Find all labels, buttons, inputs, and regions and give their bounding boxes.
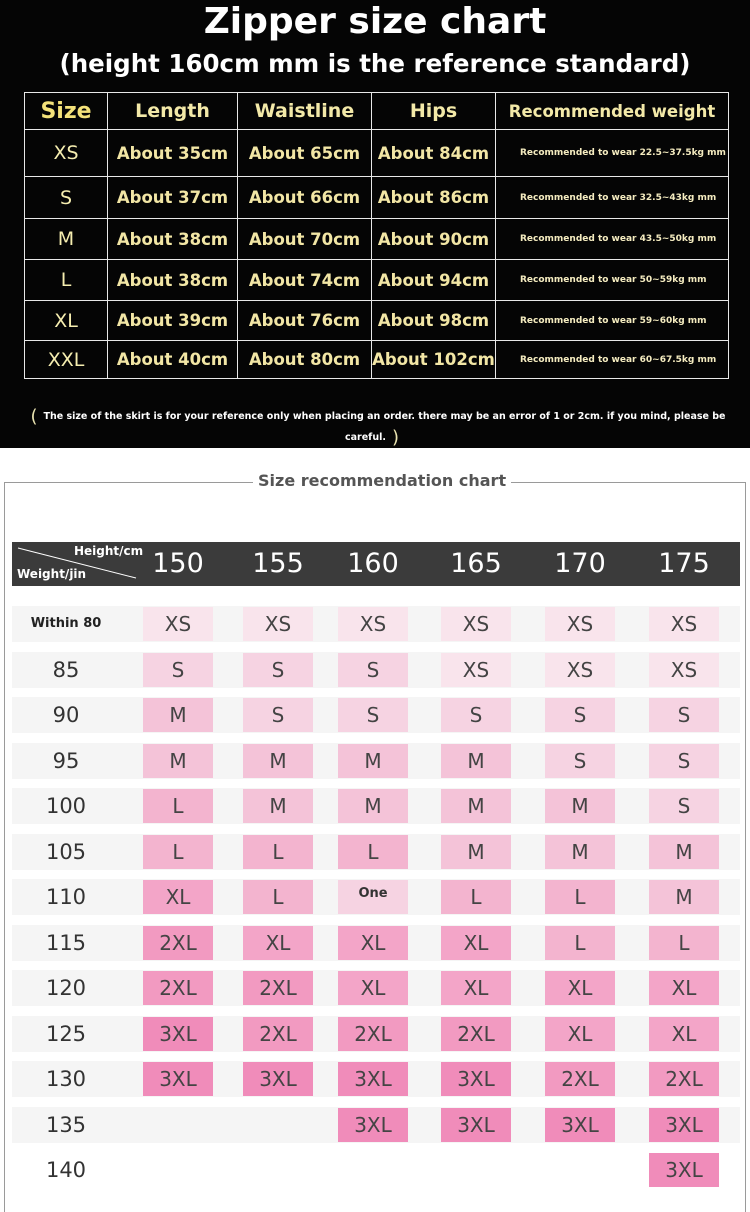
size-recommendation-cell: XS (649, 607, 719, 641)
weight-row-label: 115 (45, 931, 87, 955)
height-column-header: 175 (658, 548, 710, 579)
size-table-header-hips: Hips (371, 92, 496, 130)
size-recommendation-cell: S (338, 698, 408, 732)
height-column-header: 155 (252, 548, 304, 579)
size-recommendation-cell: M (338, 744, 408, 778)
size-recommendation-cell: 2XL (243, 971, 313, 1005)
height-axis-label: Height/cm (74, 544, 144, 558)
size-recommendation-cell: S (243, 653, 313, 687)
size-recommendation-cell: M (649, 835, 719, 869)
chart-subtitle: (height 160cm mm is the reference standard) (59, 49, 691, 78)
size-recommendation-cell: XL (545, 971, 615, 1005)
size-table-header-size: Size (24, 92, 108, 130)
weight-row-label: 125 (45, 1022, 87, 1046)
size-recommendation-cell: S (143, 653, 213, 687)
size-recommendation-cell: L (243, 880, 313, 914)
size-table (24, 92, 728, 378)
size-table-cell-length: About 40cm (107, 340, 238, 379)
size-recommendation-cell: XL (649, 1017, 719, 1051)
size-table-header-weight: Recommended weight (495, 92, 729, 130)
size-recommendation-cell: M (243, 789, 313, 823)
size-table-cell-size: XXL (24, 340, 108, 379)
size-recommendation-cell: L (338, 835, 408, 869)
size-recommendation-cell: 2XL (545, 1062, 615, 1096)
size-recommendation-cell: 3XL (338, 1108, 408, 1142)
size-table-cell-waistline: About 70cm (237, 218, 372, 260)
size-table-cell-waistline: About 76cm (237, 300, 372, 341)
size-recommendation-cell: 3XL (143, 1062, 213, 1096)
size-recommendation-cell: S (243, 698, 313, 732)
size-recommendation-cell: M (243, 744, 313, 778)
size-recommendation-cell: 2XL (338, 1017, 408, 1051)
size-table-cell-size: S (24, 176, 108, 219)
size-recommendation-cell: 3XL (649, 1153, 719, 1187)
size-table-cell-hips: About 98cm (371, 300, 496, 341)
size-table-cell-weight: Recommended to wear 60~67.5kg mm (495, 340, 729, 379)
size-recommendation-cell: XL (441, 971, 511, 1005)
size-table-cell-hips: About 86cm (371, 176, 496, 219)
size-table-cell-weight: Recommended to wear 22.5~37.5kg mm (495, 129, 729, 177)
note-paren-close: ) (391, 427, 399, 448)
size-table-cell-weight: Recommended to wear 59~60kg mm (495, 300, 729, 341)
size-recommendation-cell: S (649, 789, 719, 823)
height-column-header: 165 (450, 548, 502, 579)
size-recommendation-cell: 2XL (441, 1017, 511, 1051)
size-recommendation-cell: S (649, 698, 719, 732)
size-recommendation-cell: XL (441, 926, 511, 960)
size-recommendation-cell: M (441, 744, 511, 778)
size-recommendation-cell: S (649, 744, 719, 778)
size-table-cell-weight: Recommended to wear 32.5~43kg mm (495, 176, 729, 219)
chart-title: Zipper size chart (203, 1, 547, 42)
height-column-header: 150 (152, 548, 204, 579)
weight-row-label: Within 80 (30, 616, 102, 631)
size-recommendation-cell: M (545, 835, 615, 869)
size-recommendation-cell: L (441, 880, 511, 914)
size-recommendation-cell: XS (441, 653, 511, 687)
size-recommendation-cell: XL (338, 971, 408, 1005)
size-recommendation-cell: 3XL (143, 1017, 213, 1051)
size-table-cell-waistline: About 74cm (237, 259, 372, 301)
size-recommendation-cell: XL (649, 971, 719, 1005)
size-table-cell-size: M (24, 218, 108, 260)
size-recommendation-cell: XS (545, 653, 615, 687)
size-recommendation-cell: M (441, 789, 511, 823)
size-table-cell-length: About 39cm (107, 300, 238, 341)
size-table-header-length: Length (107, 92, 238, 130)
size-recommendation-cell: L (143, 835, 213, 869)
size-recommendation-cell: L (143, 789, 213, 823)
size-table-cell-waistline: About 65cm (237, 129, 372, 177)
note-paren-open: ( (30, 406, 38, 427)
size-recommendation-cell: 3XL (649, 1108, 719, 1142)
size-recommendation-cell: M (441, 835, 511, 869)
size-table-cell-size: XS (24, 129, 108, 177)
weight-row-label: 85 (52, 658, 80, 682)
weight-row-label: 130 (45, 1067, 87, 1091)
size-recommendation-cell: XL (243, 926, 313, 960)
size-table-cell-weight: Recommended to wear 50~59kg mm (495, 259, 729, 301)
size-table-cell-hips: About 94cm (371, 259, 496, 301)
size-recommendation-cell: M (338, 789, 408, 823)
size-recommendation-cell: XL (338, 926, 408, 960)
size-table-cell-length: About 37cm (107, 176, 238, 219)
size-recommendation-cell: M (143, 744, 213, 778)
size-recommendation-cell: 3XL (243, 1062, 313, 1096)
size-recommendation-cell: S (441, 698, 511, 732)
size-recommendation-cell: XS (441, 607, 511, 641)
size-recommendation-cell: XL (545, 1017, 615, 1051)
weight-axis-label: Weight/jin (17, 567, 87, 581)
size-table-cell-weight: Recommended to wear 43.5~50kg mm (495, 218, 729, 260)
size-recommendation-cell: XS (338, 607, 408, 641)
weight-row-label: 90 (52, 703, 80, 727)
size-recommendation-cell: XS (545, 607, 615, 641)
size-recommendation-cell: 2XL (143, 971, 213, 1005)
size-recommendation-cell: One (338, 880, 408, 914)
size-recommendation-cell: M (143, 698, 213, 732)
weight-row-label: 100 (45, 794, 87, 818)
size-recommendation-cell: M (649, 880, 719, 914)
size-table-cell-size: XL (24, 300, 108, 341)
recommendation-title: Size recommendation chart (253, 470, 511, 492)
weight-row (12, 1152, 740, 1188)
size-table-cell-waistline: About 66cm (237, 176, 372, 219)
size-recommendation-cell: XS (143, 607, 213, 641)
weight-row-label: 120 (45, 976, 87, 1000)
size-recommendation-cell: 3XL (338, 1062, 408, 1096)
height-column-header: 160 (347, 548, 399, 579)
size-table-header-waistline: Waistline (237, 92, 372, 130)
weight-row-label: 105 (45, 840, 87, 864)
size-table-cell-length: About 35cm (107, 129, 238, 177)
size-recommendation-cell: L (243, 835, 313, 869)
size-recommendation-cell: 2XL (649, 1062, 719, 1096)
weight-row-label: 140 (45, 1158, 87, 1182)
height-column-header: 170 (554, 548, 606, 579)
size-table-cell-waistline: About 80cm (237, 340, 372, 379)
size-recommendation-cell: M (545, 789, 615, 823)
weight-row-label: 95 (52, 749, 80, 773)
recommendation-header-row (12, 542, 740, 586)
size-chart-panel (0, 0, 750, 448)
size-table-cell-hips: About 102cm (371, 340, 496, 379)
size-recommendation-cell: 2XL (243, 1017, 313, 1051)
size-table-cell-size: L (24, 259, 108, 301)
size-recommendation-cell: L (545, 926, 615, 960)
weight-row-label: 135 (45, 1113, 87, 1137)
size-table-cell-hips: About 90cm (371, 218, 496, 260)
weight-row-label: 110 (45, 885, 87, 909)
note-text: The size of the skirt is for your reference only when placing an order. there may be an error of 1 or 2cm. if you mind, please be careful. (43, 411, 726, 443)
size-recommendation-cell: 3XL (441, 1108, 511, 1142)
size-recommendation-cell: 3XL (545, 1108, 615, 1142)
size-table-cell-length: About 38cm (107, 259, 238, 301)
size-recommendation-cell: S (338, 653, 408, 687)
size-recommendation-cell: 2XL (143, 926, 213, 960)
size-note (0, 406, 750, 448)
size-recommendation-cell: S (545, 698, 615, 732)
size-recommendation-cell: S (545, 744, 615, 778)
size-table-cell-hips: About 84cm (371, 129, 496, 177)
size-recommendation-cell: XL (143, 880, 213, 914)
size-table-cell-length: About 38cm (107, 218, 238, 260)
size-recommendation-cell: L (649, 926, 719, 960)
size-recommendation-cell: 3XL (441, 1062, 511, 1096)
size-recommendation-cell: L (545, 880, 615, 914)
size-recommendation-cell: XS (649, 653, 719, 687)
size-recommendation-cell: XS (243, 607, 313, 641)
